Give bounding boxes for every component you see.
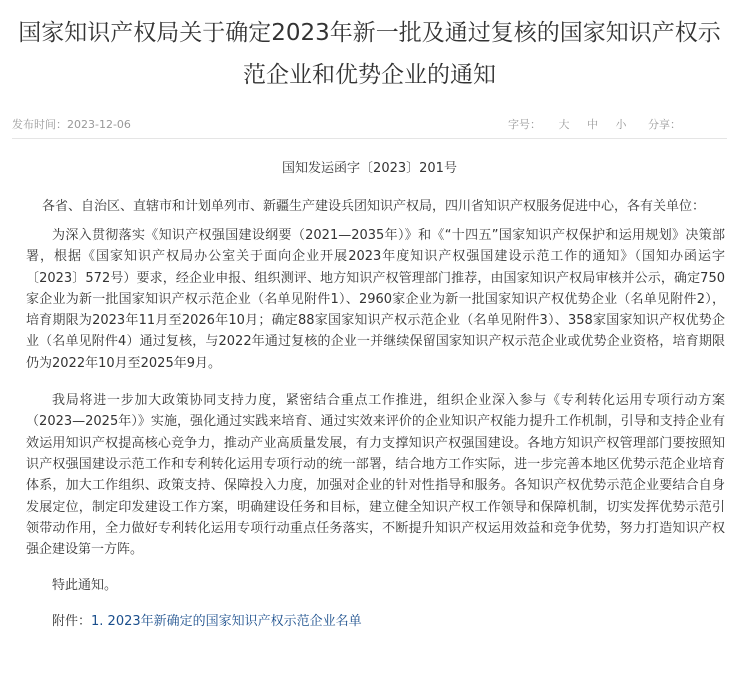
article-body bbox=[12, 159, 727, 632]
font-size-label: 字号： bbox=[508, 118, 541, 131]
body-paragraph-2: 我局将进一步加大政策协同支持力度，紧密结合重点工作推进，组织企业深入参与《专利转化运用专项行动方案（2023—2025年）》实施，强化通过实践来培育、通过实效来评价的企业知识产权能力提升工作机制，引导和支持企业有效运用知识产权提高核心竞争力，推动产业高质量发展，有力支撑知识产权强国建设。各地方知识产权管理部门要按照知识产权强国建设示范工作和专利转化运用专项行动的统一部署，结合地方工作实际，进一步完善本地区优势示范企业培育体系，加大工作组织、政策支持、保障投入力度，加强对企业的针对性指导和服务。各知识产权优势示范企业要结合自身发展定位，制定印发建设工作方案，明确建设任务和目标，建立健全知识产权工作领导和保障机制，切实发挥优势示范引领带动作用，全力做好专利转化运用专项行动重点任务落实，不断提升知识产权运用效益和竞争优势，努力打造知识产权强企建设第一方阵。 bbox=[26, 393, 725, 558]
article-title: 国家知识产权局关于确定2023年新一批及通过复核的国家知识产权示范企业和优势企业的通知 bbox=[18, 20, 721, 88]
attachment-line bbox=[12, 612, 727, 632]
share-label[interactable]: 分享： bbox=[648, 118, 681, 131]
attachment-link-1[interactable]: 1. 2023年新确定的国家知识产权示范企业名单 bbox=[91, 614, 362, 630]
font-size-small-button[interactable]: 小 bbox=[615, 118, 627, 131]
publish-date: 发布时间：2023-12-06 bbox=[12, 118, 131, 131]
font-size-large-button[interactable]: 大 bbox=[558, 118, 570, 131]
closing-line: 特此通知。 bbox=[52, 578, 118, 594]
article-meta-bar bbox=[12, 110, 727, 139]
attachment-label: 附件： bbox=[52, 614, 92, 630]
font-size-medium-button[interactable]: 中 bbox=[587, 118, 598, 131]
font-size-controls bbox=[508, 116, 641, 132]
addressee-line: 各省、自治区、直辖市和计划单列市、新疆生产建设兵团知识产权局，四川省知识产权服务促进中心，各有关单位： bbox=[42, 199, 706, 214]
body-paragraph-1: 为深入贯彻落实《知识产权强国建设纲要（2021—2035年）》和《“十四五”国家知识产权保护和运用规划》决策部署，根据《国家知识产权局办公室关于面向企业开展2023年度知识产权强国建设示范工作的通知》（国知办函运字〔2023〕572号）要求，经企业申报、组织测评、地方知识产权管理部门推荐，由国家知识产权局审核并公示，确定750家企业为新一批国家知识产权示范企业（名单见附件1）、2960家企业为新一批国家知识产权优势企业（名单见附件2），培育期限为2023年11月至2026年10月；确定88家国家知识产权示范企业（名单见附件3）、358家国家知识产权优势企业（名单见附件4）通过复核，与2022年通过复核的企业一并继续保留国家知识产权示范企业或优势企业资格，培育期限仍为2022年10月至2025年9月。 bbox=[26, 228, 725, 371]
document-number: 国知发运函字〔2023〕201号 bbox=[282, 161, 457, 176]
